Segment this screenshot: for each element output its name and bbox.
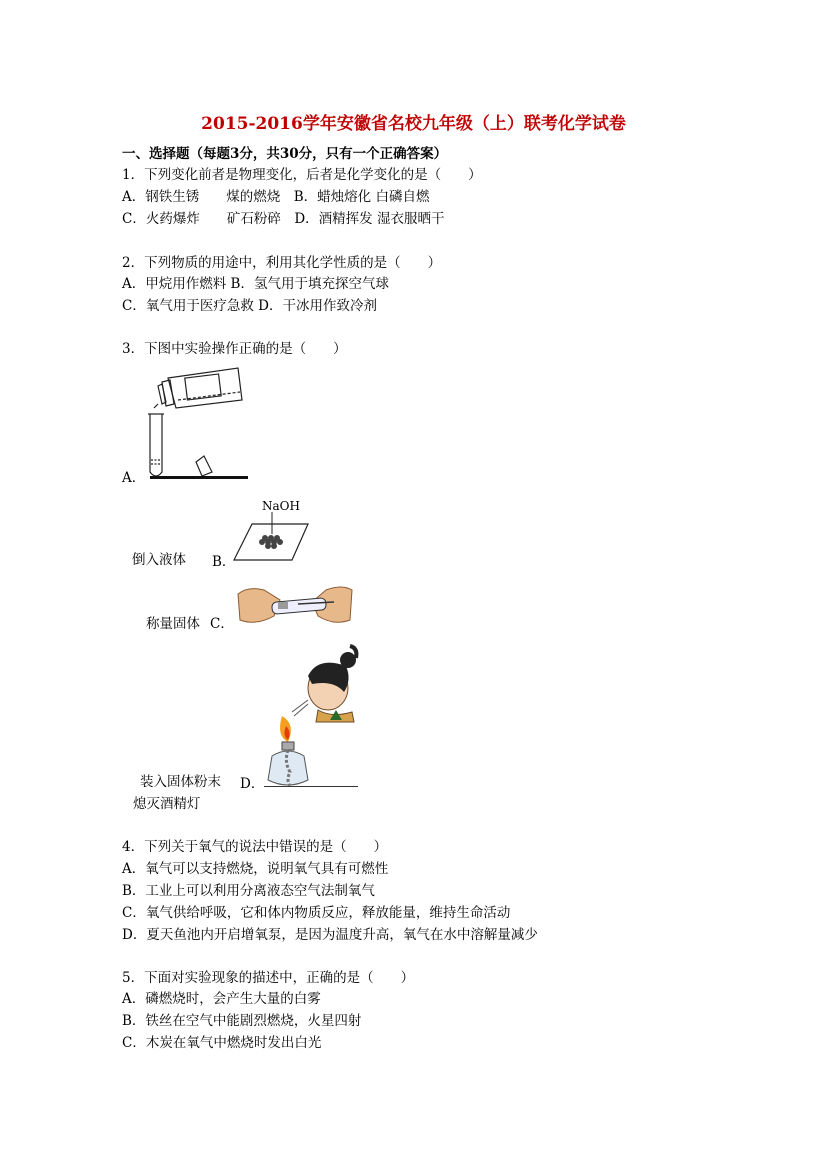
q5-option-c: C．木炭在氧气中燃烧时发出白光 — [122, 1035, 322, 1051]
q1-options-cd: C．火药爆炸 矿石粉碎 D．酒精挥发 湿衣服晒干 — [122, 211, 445, 227]
q3-a-label: A． — [122, 470, 146, 486]
weighing-paper-figure — [232, 512, 312, 562]
q1-stem: 1．下列变化前者是物理变化，后者是化学变化的是（ ） — [122, 167, 482, 183]
q3-stem: 3．下图中实验操作正确的是（ ） — [122, 341, 347, 357]
q2-options-ab: A．甲烷用作燃料 B．氢气用于填充探空气球 — [122, 276, 389, 292]
page-title: 2015-2016学年安徽省名校九年级（上）联考化学试卷 — [201, 114, 626, 134]
q4-option-b: B．工业上可以利用分离液态空气法制氧气 — [122, 883, 375, 899]
q3-b-label: B． — [212, 554, 236, 570]
section-heading: 一、选择题（每题3分，共30分，只有一个正确答案） — [122, 146, 448, 162]
naoh-label: NaOH — [262, 499, 300, 513]
q5-stem: 5．下面对实验现象的描述中，正确的是（ ） — [122, 970, 415, 986]
powder-tube-figure — [234, 582, 356, 630]
q5-option-a: A．磷燃烧时，会产生大量的白雾 — [122, 991, 321, 1007]
alcohol-lamp-figure — [262, 640, 366, 792]
q3-b-caption: 称量固体 — [146, 616, 200, 632]
q2-options-cd: C．氧气用于医疗急救 D．干冰用作致冷剂 — [122, 298, 377, 314]
q2-stem: 2．下列物质的用途中，利用其化学性质的是（ ） — [122, 255, 442, 271]
table-line — [264, 786, 358, 787]
q3-d-caption: 熄灭酒精灯 — [133, 796, 201, 812]
q3-c-label: C． — [210, 616, 234, 632]
q5-option-b: B．铁丝在空气中能剧烈燃烧，火星四射 — [122, 1013, 362, 1029]
q4-option-d: D．夏天鱼池内开启增氧泵，是因为温度升高，氧气在水中溶解量减少 — [122, 927, 538, 943]
q3-d-label: D． — [240, 776, 265, 792]
q4-option-c: C．氧气供给呼吸，它和体内物质反应，释放能量，维持生命活动 — [122, 905, 511, 921]
q4-stem: 4．下列关于氧气的说法中错误的是（ ） — [122, 839, 388, 855]
q4-option-a: A．氧气可以支持燃烧，说明氧气具有可燃性 — [122, 861, 389, 877]
q3-a-caption: 倒入液体 — [132, 552, 186, 568]
pour-liquid-figure — [140, 364, 252, 484]
q3-c-caption: 装入固体粉末 — [140, 774, 221, 790]
q1-options-ab: A．钢铁生锈 煤的燃烧 B．蜡烛熔化 白磷自燃 — [122, 189, 430, 205]
